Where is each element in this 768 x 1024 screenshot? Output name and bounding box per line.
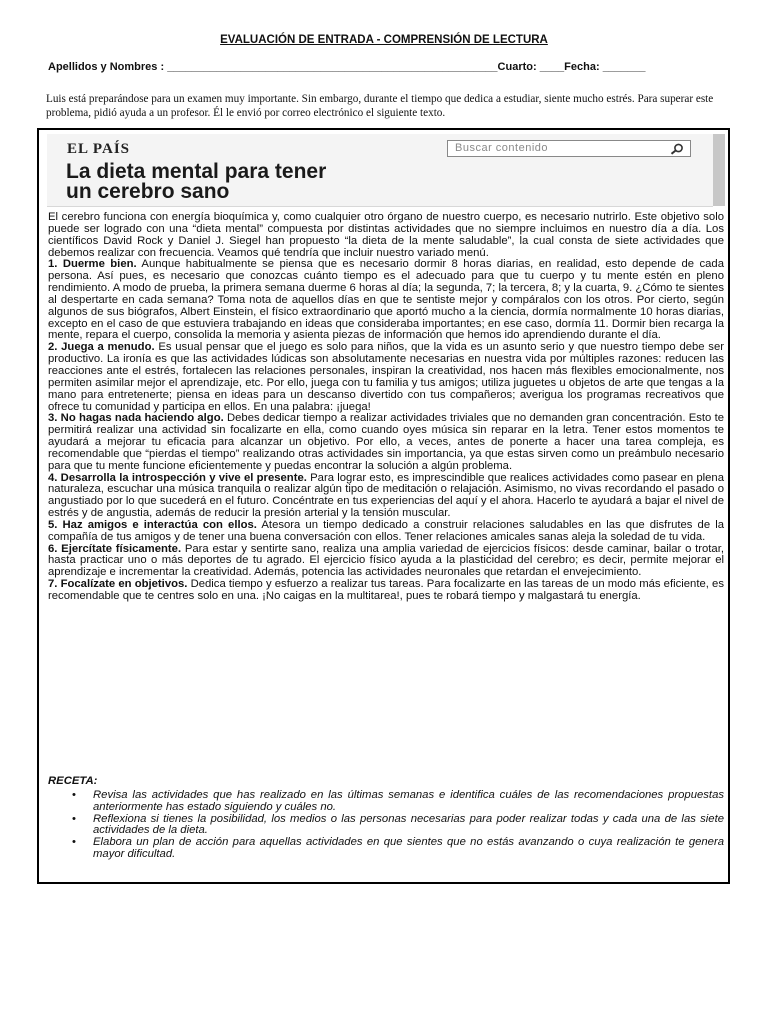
item-heading: 1. Duerme bien. [48,258,137,271]
item-text: Aunque habitualmente se piensa que es necesario dormir 8 horas diarias, en realidad, esto depende de cada persona. Así pues, es necesario que conozcas cuánto tiempo es el adecuado para que tu cuerpo y tu mente estén en pleno rendimiento. A modo de prueba, la primera semana duerme 6 horas al día; la segunda, 7; la tercera, 8; y la cuarta, 9. ¿Cómo te sientes al despertarte en cada semana? Toma nota de aquellos días en que te sentiste mejor y compáralos con los otros. Por cierto, según algunos de sus biógrafos, Albert Einstein, el físico extraordinario que aportó mucho a la ciencia, dormía normalmente 10 horas diarias, excepto en el caso de que estuviera trabajando en ideas que consideraba importantes; en ese caso, dormía 11. Dormir bien recarga la mente, repara el cuerpo, consolida la memoria y asienta piezas de información que hemos ido aprendiendo durante el día. [48,258,724,342]
article-headline [66,162,686,202]
article-item [48,259,724,342]
item-text: Debes dedicar tiempo a realizar actividades triviales que no demanden gran concentración. Esto te permitirá realizar una actividad sin focalizarte en ella, como cuando oyes música sin reparar en la letra. Tener estos momentos te ayudará a mejorar tu eficacia para alcanzar un objetivo. Por ello, a veces, antes de ponerte a hacer una tarea compleja, es recomendable que “pierdas el tiempo” realizando otras actividades sin importancia, ya que estas sirven como un preámbulo necesario para que tu mente funcione eficientemente y puedas encontrar la solución a algún problema. [48,412,724,472]
item-text: Para lograr esto, es imprescindible que realices actividades como pasear en plena naturaleza, escuchar una música tranquila o realizar algún tipo de meditación o relajación. Asimismo, no vivas recordando el pasado o angustiado por lo que sucederá en el futuro. Concéntrate en tus experiencias del aquí y el ahora. Hacerlo te ayudará a bajar el nivel de estrés y de angustia, además de reducir la presión arterial y la tensión muscular. [48,471,724,520]
bullet-icon: • [72,836,76,849]
item-heading: 6. Ejercítate físicamente. [48,542,182,555]
article-item [48,579,724,603]
article-item [48,413,724,472]
list-item-text: Reflexiona si tienes la posibilidad, los medios o las personas necesarias para poder realizar todas y cada una de las siete actividades de la dieta. [93,812,724,837]
list-item-text: Elabora un plan de acción para aquellas actividades en que sientes que no estás avanzando o cuya realización te genera mayor dificultad. [93,836,724,861]
intro-paragraph: Luis está preparándose para un examen muy importante. Sin embargo, durante el tiempo que dedica a estudiar, siente mucho estrés. Para superar este problema, pidió ayuda a un profesor. Él le envió por correo electrónico el siguiente texto. [46,93,714,119]
search-icon[interactable] [670,143,684,155]
headline-line-2: un cerebro sano [66,180,230,203]
search-placeholder: Buscar contenido [455,142,548,154]
item-heading: 2. Juega a menudo. [48,341,155,354]
bullet-icon: • [72,812,76,825]
scrollbar[interactable] [713,134,725,206]
list-item [48,814,724,838]
newspaper-logo: EL PAÍS [67,141,130,157]
item-text: Es usual pensar que el juego es solo para niños, que la vida es un asunto serio y que nuestro tiempo debe ser productivo. La ironía es que las actividades lúdicas son absolutamente necesarias en nuestra vida por múltiples razones: reducen las reacciones ante el estrés, fortalecen las relaciones personales, inspiran la creatividad, nos hacen más flexibles emocionalmente, nos permiten asimilar mejor el aprendizaje, etc. Por ello, juega con tu familia y tus amigos; utiliza juguetes u objetos de arte que tengas a la mano para entretenerte; piensa en ideas para un descanso divertido con tus compañeros; averigua los programas recreativos que ofrece tu comunidad y participa en ellos. En una palabra: ¡juega! [48,341,724,413]
receta-title: RECETA: [48,775,98,787]
newspaper-masthead [47,134,713,207]
item-text: Dedica tiempo y esfuerzo a realizar tus tareas. Para focalizarte en las tareas de un modo más eficiente, es recomendable que te centres solo en una. ¡No caigas en la multitarea!, pues te robará tiempo y malgastará tu energía. [48,578,724,602]
search-input[interactable] [447,140,691,157]
article-item [48,473,724,520]
item-heading: 7. Focalízate en objetivos. [48,578,188,591]
article-item [48,544,724,580]
item-heading: 4. Desarrolla la introspección y vive el presente. [48,471,307,484]
item-text: Para estar y sentirte sano, realiza una amplia variedad de ejercicios físicos: desde caminar, bailar o trotar, hasta practicar uno o más deportes de tu agrado. El ejercicio físico ayuda a la plasticidad del cerebro; es decir, permite mejorar el aprendizaje e incrementar la creatividad. Además, potencia las actividades neuronales que retardan el envejecimiento. [48,542,724,579]
item-heading: 5. Haz amigos e interactúa con ellos. [48,518,257,531]
receta-list [48,790,724,861]
article-item [48,342,724,413]
headline-line-1: La dieta mental para tener [66,160,327,183]
item-heading: 3. No hagas nada haciendo algo. [48,412,224,425]
receta-section [48,776,724,861]
article-intro: El cerebro funciona con energía bioquímica y, como cualquier otro órgano de nuestro cuerpo, es necesario nutrirlo. Este objetivo solo puede ser logrado con una “dieta mental” compuesta por distintas actividades que no siempre incluimos en nuestro día a día. Los científicos David Rock y Daniel J. Siegel han propuesto “la dieta de la mente saludable”, la cual consta de siete actividades que debemos realizar con frecuencia. Veamos qué tendría que incluir nuestro variado menú. [48,211,724,259]
list-item-text: Revisa las actividades que has realizado en las últimas semanas e identifica cuáles de las recomendaciones propuestas anteriormente has estado siguiendo y cuáles no. [93,788,724,813]
item-text: Atesora un tiempo dedicado a construir relaciones saludables en las que disfrutes de la compañía de tus amigos y de tener una buena conversación con ellos. Tener relaciones amicales sanas aleja la soledad de tu vida. [48,518,724,543]
list-item [48,837,724,861]
list-item [48,790,724,814]
reading-frame [37,128,730,884]
bullet-icon: • [72,788,76,801]
article-item [48,520,724,544]
student-info-line: Apellidos y Nombres : ______________________________________________________Cuarto: ____Fecha: _______ [48,61,646,73]
page-title: EVALUACIÓN DE ENTRADA - COMPRENSIÓN DE LECTURA [220,34,548,46]
article-body [48,212,724,603]
